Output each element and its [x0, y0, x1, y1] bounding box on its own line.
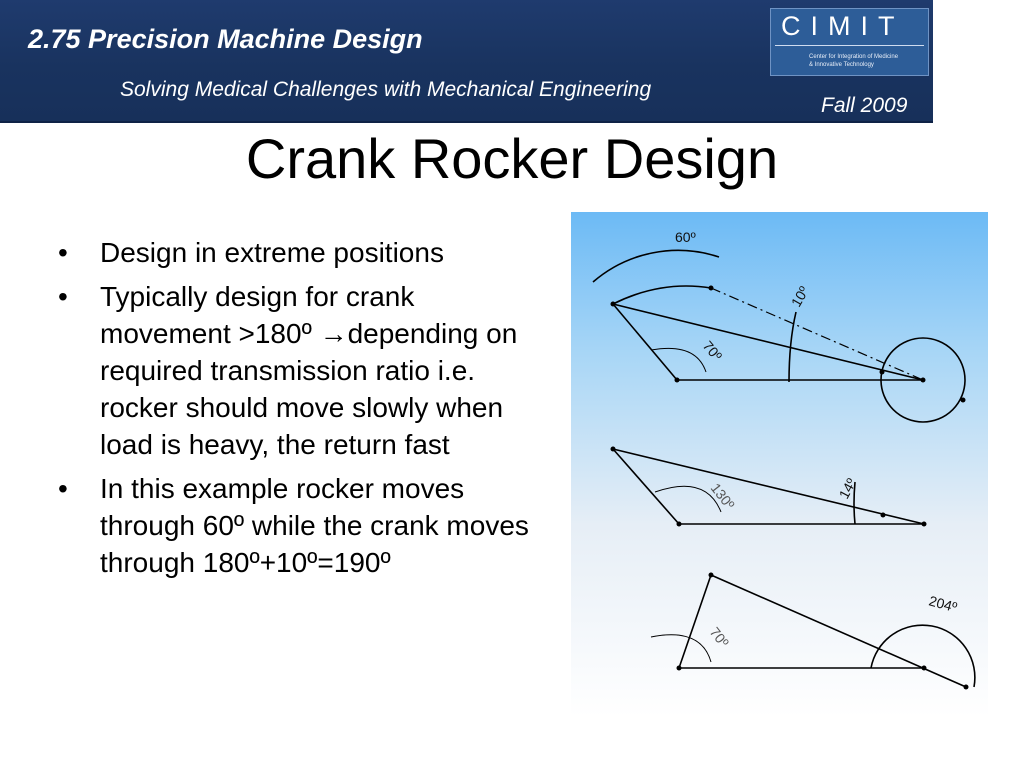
pivot-point: [611, 302, 616, 307]
pivot-point: [921, 378, 926, 383]
angle-label-10: 10º: [787, 283, 812, 310]
pivot-point: [677, 522, 682, 527]
pivot-point: [611, 447, 616, 452]
logo-tagline-line2: & Innovative Technology: [809, 62, 874, 68]
pivot-point: [709, 573, 714, 578]
logo-wordmark: CIMIT: [781, 11, 905, 41]
rocker-line-bottom: [679, 575, 711, 668]
slide-title: Crank Rocker Design: [245, 127, 779, 190]
cimit-logo: [770, 8, 929, 76]
bullet-item: [58, 278, 540, 463]
coupler-line-bottom: [711, 575, 966, 687]
pivot-point: [677, 666, 682, 671]
two-oh-four-degree-arc: [871, 625, 975, 687]
angle-label-130: 130º: [707, 479, 738, 513]
header-banner: [0, 0, 933, 123]
logo-rule: [775, 45, 924, 46]
bullet-text: Typically design for crank movement >180º →depending on required transmission ratio i.e. rocker should move slowly when load is heavy, the return fast: [100, 281, 518, 460]
extension-line: [711, 288, 923, 380]
coupler-arc: [613, 286, 711, 304]
bullet-list: [58, 234, 540, 588]
bullet-dot: •: [58, 473, 68, 504]
angle-label-60: 60º: [675, 229, 696, 245]
rocker-swing-arc: [593, 250, 719, 282]
course-subtitle: Solving Medical Challenges with Mechanical Engineering: [120, 78, 652, 101]
angle-label-70-bottom: 70º: [706, 623, 732, 651]
seventy-degree-arc-bottom: [651, 635, 711, 662]
pivot-point: [964, 685, 969, 690]
pivot-points: [611, 283, 969, 690]
pivot-point: [922, 666, 927, 671]
bullet-text: Design in extreme positions: [100, 237, 444, 268]
pivot-point: [922, 522, 927, 527]
rocker-line-top: [613, 304, 677, 380]
angle-label-14: 14º: [835, 475, 860, 502]
linkage-diagram: [571, 212, 988, 717]
coupler-line-top: [613, 304, 923, 380]
course-title: 2.75 Precision Machine Design: [28, 24, 423, 54]
coupler-line-middle: [613, 449, 924, 524]
crank-rocker-figure: [571, 212, 988, 717]
bullet-item: [58, 470, 540, 581]
pivot-point: [881, 513, 886, 518]
angle-label-70-top: 70º: [699, 337, 726, 364]
bullet-item: [58, 234, 540, 271]
rocker-line-middle: [613, 449, 679, 524]
logo-tagline-line1: Center for Integration of Medicine: [809, 54, 899, 60]
bullet-text: In this example rocker moves through 60º while the crank moves through 180º+10º=190º: [100, 473, 529, 578]
bullet-dot: •: [58, 281, 68, 312]
bullet-dot: •: [58, 237, 68, 268]
term-label: Fall 2009: [821, 94, 908, 117]
pivot-point: [961, 398, 966, 403]
pivot-point: [880, 370, 885, 375]
angle-label-204: 204º: [927, 592, 959, 616]
pivot-point: [675, 378, 680, 383]
pivot-point: [709, 286, 714, 291]
